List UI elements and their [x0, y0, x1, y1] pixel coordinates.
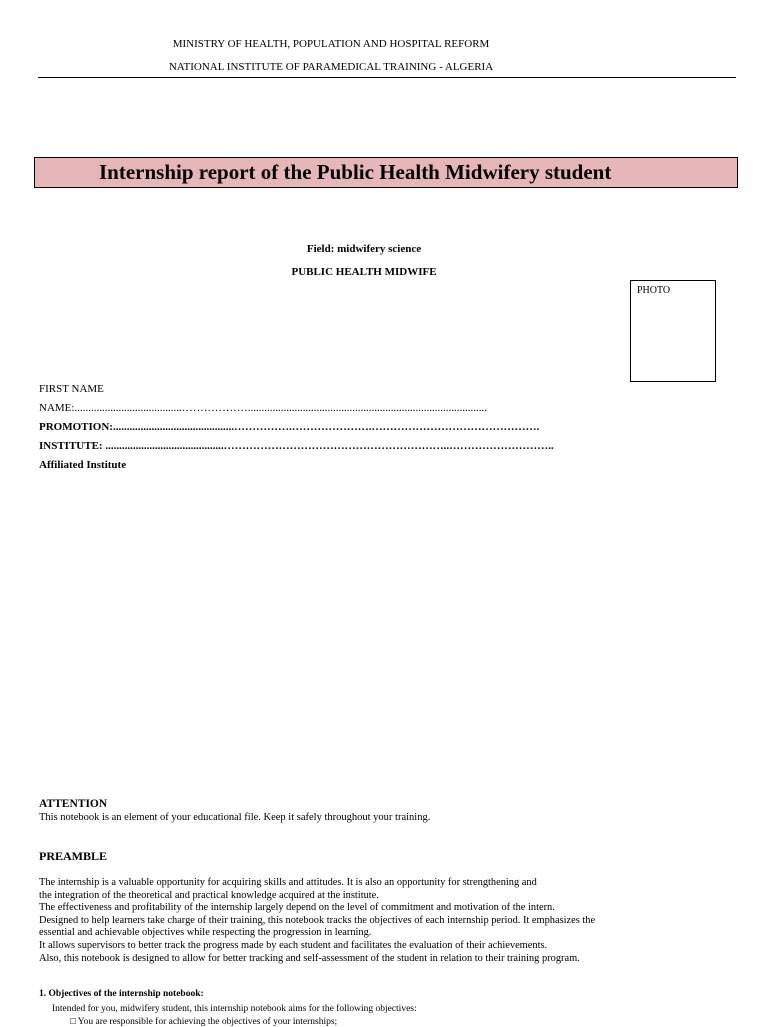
photo-box — [630, 280, 716, 382]
objectives-bullet: □ You are responsible for achieving the objectives of your internships; — [70, 1017, 338, 1027]
preamble-line: essential and achievable objectives while respecting the progression in learning. — [39, 927, 372, 939]
first-name-field: FIRST NAME — [39, 383, 104, 395]
preamble-heading: PREAMBLE — [39, 849, 108, 863]
institute-header: NATIONAL INSTITUTE OF PARAMEDICAL TRAINING - ALGERIA — [168, 61, 494, 73]
preamble-line: The internship is a valuable opportunity for acquiring skills and attitudes. It is also an opportunity for strengthening and — [39, 877, 537, 888]
preamble-line: Designed to help learners take charge of their training, this notebook tracks the objectives of each internship period. It emphasizes the — [39, 914, 596, 926]
objectives-intro: Intended for you, midwifery student, this internship notebook aims for the following objectives: — [52, 1004, 417, 1014]
affiliated-institute-label: Affiliated Institute — [39, 459, 127, 471]
preamble-line: the integration of the theoretical and practical knowledge acquired at the institute. — [39, 889, 379, 901]
institute-field: INSTITUTE: ...........................................……………………………………………………..……………………….. — [39, 440, 554, 452]
ministry-header: MINISTRY OF HEALTH, POPULATION AND HOSPITAL REFORM — [172, 38, 490, 50]
promotion-field: PROMOTION:............................................…………….………………….………………………………………. — [39, 421, 540, 433]
preamble-line: It allows supervisors to better track the progress made by each student and facilitates the evaluation of their achievements. — [39, 939, 548, 951]
preamble-line: The effectiveness and profitability of the internship largely depend on the level of commitment and motivation of the intern. — [39, 902, 555, 914]
preamble-text — [39, 877, 739, 965]
photo-label: PHOTO — [637, 285, 671, 296]
header-divider — [38, 77, 736, 78]
name-field: NAME:.......................................………………....................................................................................... — [39, 402, 487, 414]
page-title: Internship report of the Public Health Midwifery student — [99, 160, 612, 184]
preamble-line: Also, this notebook is designed to allow for better tracking and self-assessment of the student in relation to their training program. — [39, 952, 580, 964]
attention-text: This notebook is an element of your educational file. Keep it safely throughout your training. — [39, 812, 431, 823]
attention-heading: ATTENTION — [39, 798, 108, 810]
objectives-heading: 1. Objectives of the internship notebook: — [39, 989, 204, 999]
field-label: Field: midwifery science — [306, 243, 422, 255]
profession-label: PUBLIC HEALTH MIDWIFE — [291, 266, 437, 278]
title-banner — [34, 157, 738, 188]
